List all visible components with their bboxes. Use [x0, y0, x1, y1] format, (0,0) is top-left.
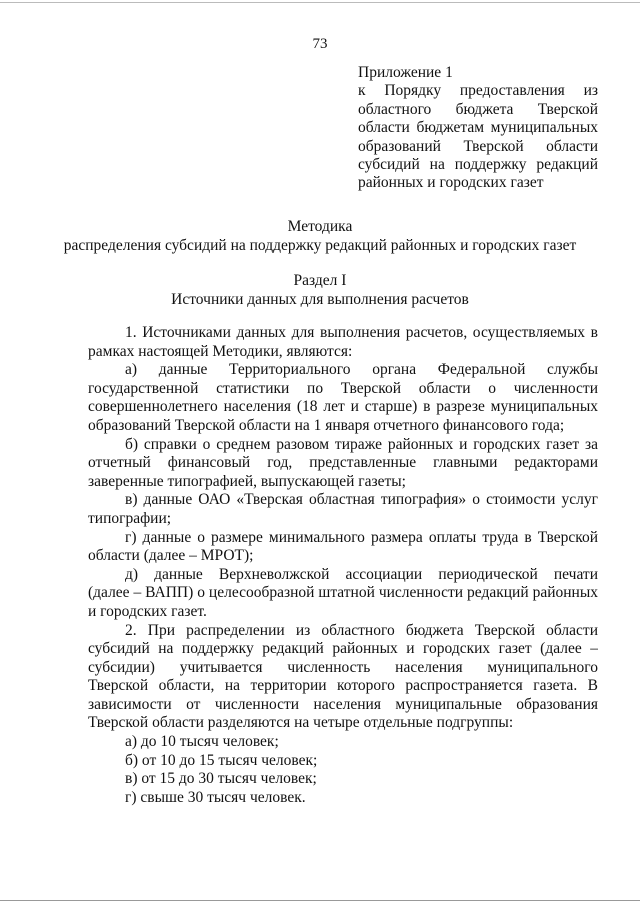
body-line: (далее – ВАПП) о целесообразной штатной численности редакций районных — [88, 584, 598, 602]
body-line: г) данные о размере минимального размера оплаты труда в Тверской — [125, 528, 598, 546]
body-line: государственной статистики по Тверской области о численности — [88, 379, 598, 397]
body-line: б) справки о среднем разовом тираже районных и городских газет за — [125, 435, 598, 453]
body-line: образований Тверской области на 1 января отчетного финансового года; — [88, 416, 565, 434]
body-line: области (далее – МРОТ); — [88, 547, 254, 565]
body-line: совершеннолетнего населения (18 лет и старше) в разрезе муниципальных — [88, 398, 598, 416]
body-line: 1. Источниками данных для выполнения расчетов, осуществляемых в — [125, 324, 598, 341]
body-line: а) данные Территориального органа Федеральной службы — [125, 361, 598, 379]
body-line: заверенные типографией, выпускающей газеты; — [88, 472, 406, 490]
body-line: Тверской области, на территории которого распространяется газета. В — [88, 677, 598, 695]
appendix-line: Приложение 1 — [358, 64, 453, 81]
body-line: д) данные Верхневолжской ассоциации периодической печати — [125, 565, 598, 583]
body-line: а) до 10 тысяч человек; — [125, 733, 279, 751]
body-line: рамках настоящей Методики, являются: — [88, 342, 353, 360]
body-line: и городских газет. — [88, 602, 207, 620]
body-line: в) данные ОАО «Тверская областная типография» о стоимости услуг — [125, 491, 598, 509]
document-body — [88, 324, 598, 807]
appendix-line: области бюджетам муниципальных — [358, 119, 598, 137]
body-line: г) свыше 30 тысяч человек. — [125, 788, 306, 806]
appendix-line: субсидий на поддержку редакций — [358, 156, 598, 174]
section-subheading: Источники данных для выполнения расчетов — [171, 291, 469, 308]
scan-edge-top — [0, 2, 640, 3]
body-line: 2. При распределении из областного бюджета Тверской области — [125, 621, 598, 639]
appendix-block — [358, 64, 598, 193]
body-line: субсидии) учитывается численность населения муниципального — [88, 658, 598, 676]
section-heading: Раздел I — [293, 272, 347, 289]
body-line: субсидий на поддержку редакций районных и городских газет (далее – — [88, 640, 598, 658]
body-line: б) от 10 до 15 тысяч человек; — [125, 751, 318, 769]
body-line: отчетный финансовый год, представленные главными редакторами — [88, 454, 598, 472]
appendix-line: образований Тверской области — [358, 137, 598, 155]
body-line: Тверской области разделяются на четыре отдельные подгруппы: — [88, 714, 514, 732]
appendix-line: к Порядку предоставления из — [358, 82, 598, 100]
appendix-line: областного бюджета Тверской — [358, 100, 598, 118]
document-subtitle: распределения субсидий на поддержку редакций районных и городских газет — [63, 237, 577, 254]
body-line: в) от 15 до 30 тысяч человек; — [125, 770, 317, 788]
document-title: Методика — [287, 218, 353, 235]
page-number: 73 — [312, 36, 328, 52]
body-line: типографии; — [88, 509, 172, 527]
appendix-line: районных и городских газет — [358, 174, 544, 192]
body-line: зависимости от численности населения муниципальные образования — [88, 695, 598, 713]
scan-edge-bottom — [0, 900, 640, 901]
